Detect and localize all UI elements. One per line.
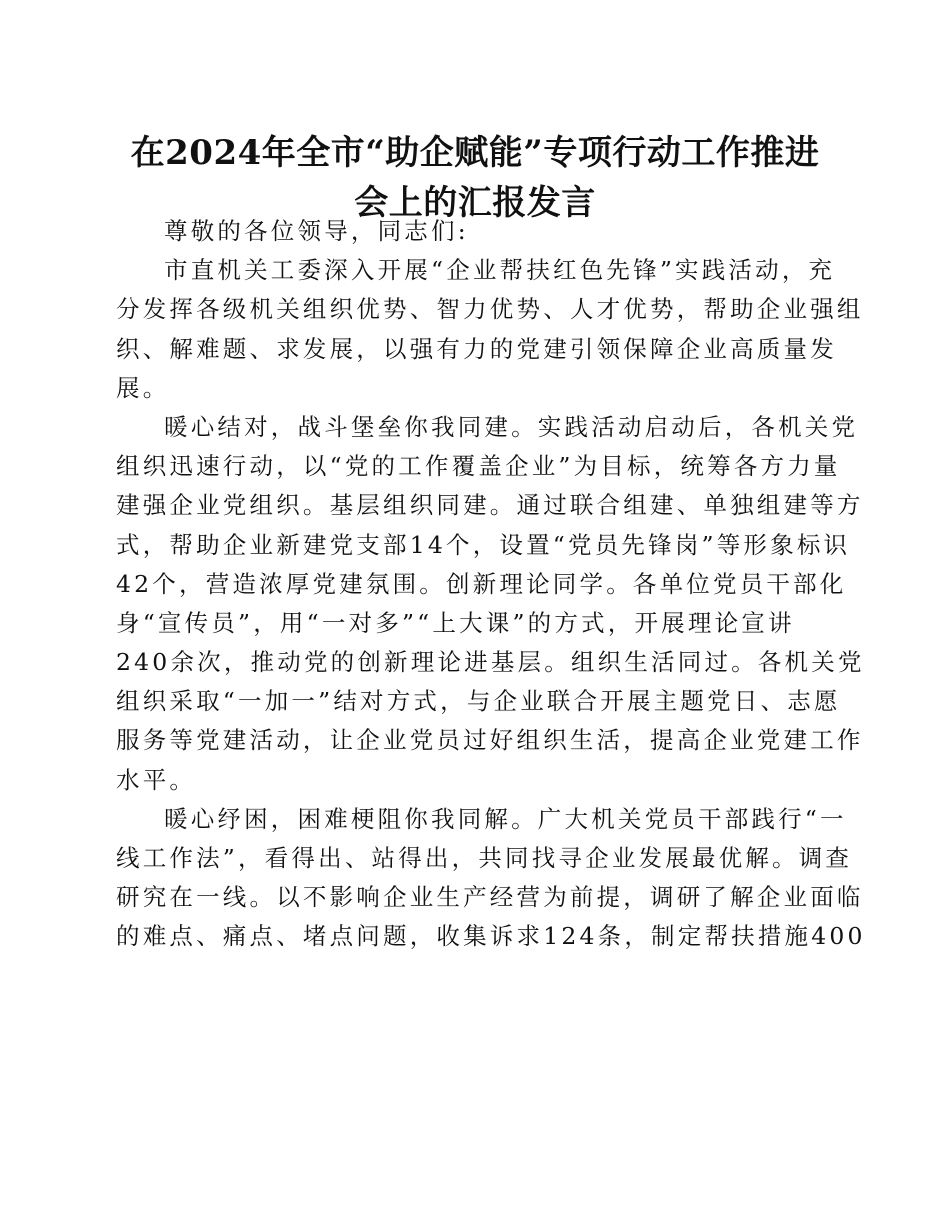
- paragraph-1-line: 市直机关工委深入开展“企业帮扶红色先锋”实践活动，充: [164, 256, 836, 285]
- paragraph-3-line: 的难点、痛点、堵点问题，收集诉求124条，制定帮扶措施400: [116, 922, 866, 951]
- paragraph-2-line: 组织迅速行动，以“党的工作覆盖企业”为目标，统筹各方力量: [116, 452, 841, 481]
- paragraph-1-line: 展。: [116, 373, 170, 402]
- document-body: [116, 212, 866, 957]
- title-line: 在2024年全市“助企赋能”专项行动工作推进: [130, 133, 820, 173]
- paragraph-2-line: 建强企业党组织。基层组织同建。通过联合组建、单独组建等方: [116, 491, 864, 520]
- paragraph-2-line: 服务等党建活动，让企业党员过好组织生活，提高企业党建工作: [116, 726, 864, 755]
- paragraph-2-line: 42个，营造浓厚党建氛围。创新理论同学。各单位党员干部化: [116, 569, 847, 598]
- paragraph-2-line: 水平。: [116, 765, 197, 794]
- paragraph-2-line: 暖心结对，战斗堡垒你我同建。实践活动启动后，各机关党: [164, 412, 859, 441]
- greeting: 尊敬的各位领导，同志们:: [164, 217, 469, 245]
- paragraph-3-line: 线工作法”，看得出、站得出，共同找寻企业发展最优解。调查: [116, 844, 853, 872]
- paragraph-2-line: 组织采取“一加一”结对方式，与企业联合开展主题党日、志愿: [116, 687, 841, 716]
- paragraph-2-line: 身“宣传员”，用“一对多”“上大课”的方式，开展理论宣讲: [116, 608, 795, 637]
- paragraph-1-line: 分发挥各级机关组织优势、智力优势、人才优势，帮助企业强组: [116, 295, 864, 324]
- paragraph-3-line: 暖心纾困，困难梗阻你我同解。广大机关党员干部践行“一: [164, 804, 847, 833]
- paragraph-1-line: 织、解难题、求发展，以强有力的党建引领保障企业高质量发: [116, 334, 837, 363]
- paragraph-2-line: 240余次，推动党的创新理论进基层。组织生活同过。各机关党: [116, 648, 865, 677]
- title-line: 会上的汇报发言: [354, 183, 596, 223]
- paragraph-2-line: 式，帮助企业新建党支部14个，设置“党员先锋岗”等形象标识: [116, 530, 851, 559]
- paragraph-3-line: 研究在一线。以不影响企业生产经营为前提，调研了解企业面临: [116, 883, 864, 912]
